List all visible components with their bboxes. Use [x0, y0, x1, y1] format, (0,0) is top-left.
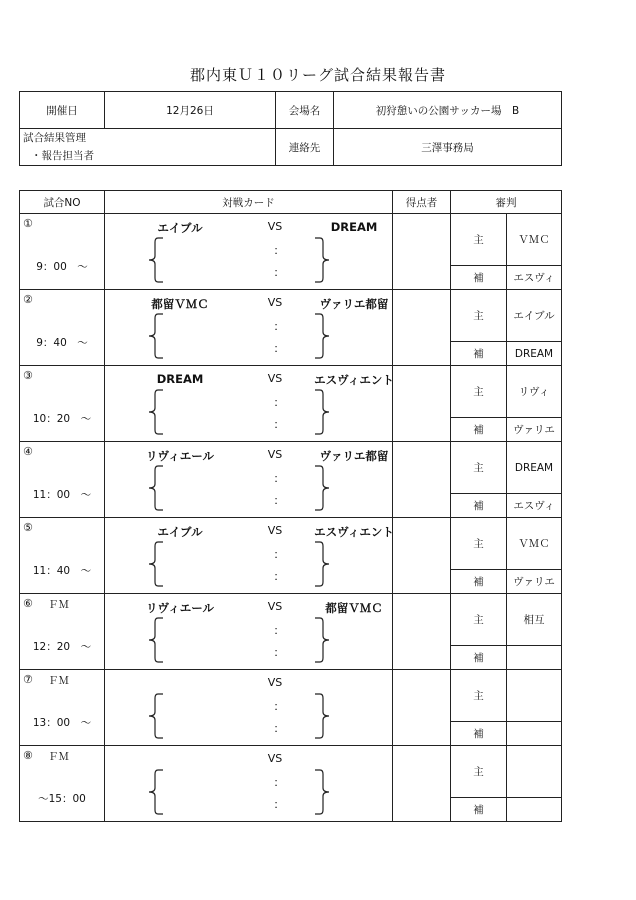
left-brace-icon: [147, 388, 167, 436]
match-time: 12：20 ～: [32, 641, 92, 653]
match-row: [20, 670, 562, 722]
match-number-cell: [20, 442, 105, 518]
ref-main-label: 主: [451, 366, 507, 418]
match-index: ⑥: [23, 597, 33, 610]
vs-label: VS: [267, 372, 283, 385]
score-colon-second: ：: [273, 494, 285, 507]
match-row: [20, 594, 562, 646]
ref-sub-name: [507, 646, 562, 670]
header-card: 対戦カード: [105, 191, 393, 214]
ref-main-label: 主: [451, 518, 507, 570]
match-time: 9：00 ～: [36, 261, 88, 273]
vs-label: VS: [267, 600, 283, 613]
match-time: 9：40 ～: [36, 337, 88, 349]
ref-sub-name: ヴァリエ: [507, 570, 562, 594]
match-time: 10：20 ～: [32, 413, 92, 425]
mgmt-cell: [20, 129, 276, 166]
match-row: [20, 442, 562, 494]
score-colon-second: ：: [273, 722, 285, 735]
match-row: [20, 746, 562, 798]
match-number-cell: [20, 670, 105, 746]
match-card-cell: [105, 214, 393, 290]
match-index: ③: [23, 369, 33, 382]
match-index: ②: [23, 293, 33, 306]
match-index: ①: [23, 217, 33, 230]
ref-sub-label: 補: [451, 266, 507, 290]
ref-sub-label: 補: [451, 722, 507, 746]
ref-sub-label: 補: [451, 570, 507, 594]
header-referee: 審判: [451, 191, 562, 214]
vs-label: VS: [267, 676, 283, 689]
ref-sub-name: [507, 722, 562, 746]
right-brace-icon: [311, 768, 331, 816]
right-brace-icon: [311, 464, 331, 512]
venue-label: 会場名: [276, 92, 334, 129]
score-colon-first: ：: [273, 472, 285, 485]
match-number-cell: [20, 594, 105, 670]
right-brace-icon: [311, 616, 331, 664]
ref-main-name: 相互: [507, 594, 562, 646]
contact-value: 三澤事務局: [334, 129, 562, 166]
match-card-cell: [105, 442, 393, 518]
match-fm: ＦＭ: [48, 599, 69, 611]
score-colon-first: ：: [273, 624, 285, 637]
date-label: 開催日: [20, 92, 105, 129]
vs-label: VS: [267, 752, 283, 765]
match-fm: ＦＭ: [48, 751, 69, 763]
ref-main-name: ＶＭＣ: [507, 518, 562, 570]
ref-sub-label: 補: [451, 646, 507, 670]
ref-sub-name: エスヴィ: [507, 494, 562, 518]
left-brace-icon: [147, 768, 167, 816]
score-colon-first: ：: [273, 244, 285, 257]
match-number-cell: [20, 366, 105, 442]
match-index: ⑧: [23, 749, 33, 762]
score-colon-first: ：: [273, 320, 285, 333]
left-brace-icon: [147, 236, 167, 284]
match-index: ⑤: [23, 521, 33, 534]
vs-label: VS: [267, 524, 283, 537]
info-table: [19, 91, 562, 166]
ref-sub-name: DREAM: [507, 342, 562, 366]
match-number-cell: [20, 214, 105, 290]
team-away: エスヴィエント: [314, 525, 394, 539]
match-number-cell: [20, 290, 105, 366]
ref-main-label: 主: [451, 290, 507, 342]
match-table: [19, 190, 562, 822]
score-colon-first: ：: [273, 700, 285, 713]
team-home: リヴィエール: [145, 449, 215, 463]
team-away: ヴァリエ都留: [319, 297, 389, 311]
score-colon-second: ：: [273, 646, 285, 659]
ref-main-name: [507, 746, 562, 798]
right-brace-icon: [311, 312, 331, 360]
ref-main-name: ＶＭＣ: [507, 214, 562, 266]
score-colon-first: ：: [273, 548, 285, 561]
team-home: エイブル: [157, 221, 203, 235]
ref-main-name: リヴィ: [507, 366, 562, 418]
ref-sub-label: 補: [451, 798, 507, 822]
match-card-cell: [105, 290, 393, 366]
match-time: 11：40 ～: [32, 565, 92, 577]
ref-main-label: 主: [451, 214, 507, 266]
header-match-no: 試合NO: [20, 191, 105, 214]
ref-sub-name: [507, 798, 562, 822]
contact-label: 連絡先: [276, 129, 334, 166]
header-scorer: 得点者: [393, 191, 451, 214]
right-brace-icon: [311, 692, 331, 740]
match-row: [20, 518, 562, 570]
scorer-cell: [393, 746, 451, 822]
team-away: ヴァリエ都留: [319, 449, 389, 463]
page-title: 郡内東Ｕ１０リーグ試合結果報告書: [189, 66, 446, 84]
team-away: エスヴィエント: [314, 373, 394, 387]
match-number-cell: [20, 746, 105, 822]
score-colon-second: ：: [273, 342, 285, 355]
ref-main-name: [507, 670, 562, 722]
vs-label: VS: [267, 220, 283, 233]
left-brace-icon: [147, 464, 167, 512]
left-brace-icon: [147, 312, 167, 360]
match-number-cell: [20, 518, 105, 594]
left-brace-icon: [147, 692, 167, 740]
ref-main-name: DREAM: [507, 442, 562, 494]
team-home: エイブル: [157, 525, 203, 539]
match-index: ④: [23, 445, 33, 458]
team-home: DREAM: [156, 372, 204, 386]
team-home: 都留ＶＭＣ: [151, 297, 209, 311]
team-home: リヴィエール: [145, 601, 215, 615]
match-row: [20, 214, 562, 266]
match-card-cell: [105, 594, 393, 670]
score-colon-second: ：: [273, 418, 285, 431]
match-card-cell: [105, 518, 393, 594]
mgmt-label-1: 試合結果管理: [23, 132, 86, 144]
ref-main-label: 主: [451, 670, 507, 722]
match-fm: ＦＭ: [48, 675, 69, 687]
match-index: ⑦: [23, 673, 33, 686]
score-colon-first: ：: [273, 776, 285, 789]
left-brace-icon: [147, 540, 167, 588]
score-colon-second: ：: [273, 266, 285, 279]
team-away: 都留ＶＭＣ: [325, 601, 383, 615]
score-colon-second: ：: [273, 570, 285, 583]
ref-sub-label: 補: [451, 418, 507, 442]
team-away: DREAM: [330, 220, 378, 234]
score-colon-first: ：: [273, 396, 285, 409]
ref-sub-name: ヴァリエ: [507, 418, 562, 442]
match-time: ～15：00: [38, 793, 86, 805]
venue-value: 初狩憩いの公園サッカー場 B: [334, 92, 562, 129]
right-brace-icon: [311, 236, 331, 284]
ref-sub-name: エスヴィ: [507, 266, 562, 290]
vs-label: VS: [267, 448, 283, 461]
left-brace-icon: [147, 616, 167, 664]
mgmt-label-2: ・報告担当者: [31, 150, 94, 162]
match-row: [20, 290, 562, 342]
score-colon-second: ：: [273, 798, 285, 811]
match-row: [20, 366, 562, 418]
ref-main-label: 主: [451, 746, 507, 798]
ref-main-label: 主: [451, 594, 507, 646]
vs-label: VS: [267, 296, 283, 309]
match-card-cell: [105, 746, 393, 822]
date-value: 12月26日: [105, 92, 276, 129]
ref-main-name: エイブル: [507, 290, 562, 342]
ref-main-label: 主: [451, 442, 507, 494]
match-card-cell: [105, 670, 393, 746]
scorer-cell: [393, 670, 451, 746]
match-card-cell: [105, 366, 393, 442]
ref-sub-label: 補: [451, 494, 507, 518]
right-brace-icon: [311, 388, 331, 436]
match-time: 11：00 ～: [32, 489, 92, 501]
ref-sub-label: 補: [451, 342, 507, 366]
right-brace-icon: [311, 540, 331, 588]
match-time: 13：00 ～: [32, 717, 92, 729]
